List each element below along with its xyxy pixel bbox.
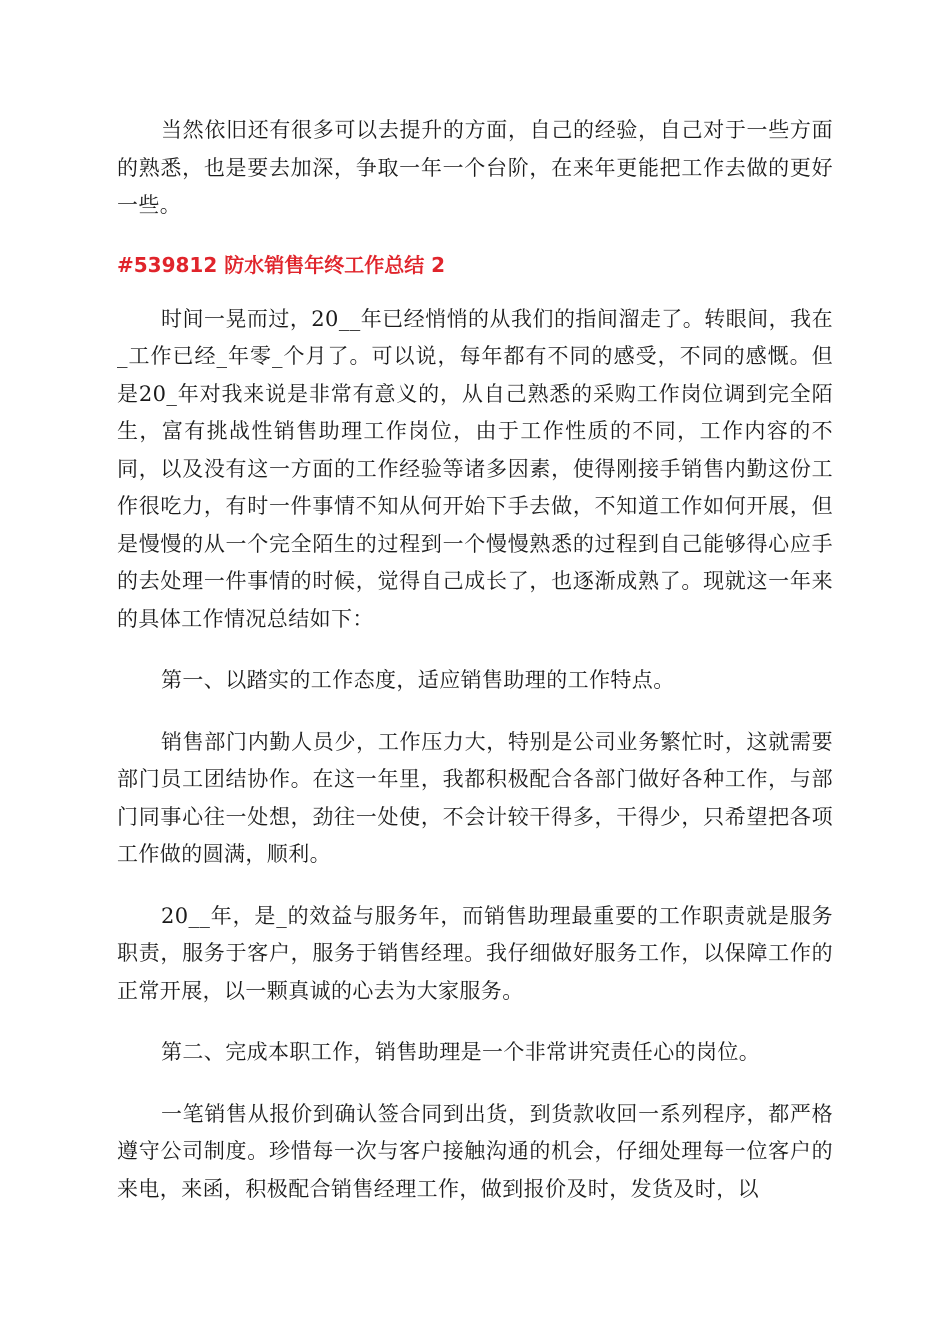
document-page: [117, 112, 833, 1232]
paragraph-3: 销售部门内勤人员少，工作压力大，特别是公司业务繁忙时，这就需要部门员工团结协作。在这一年里，我都积极配合各部门做好各种工作，与部门同事心往一处想，劲往一处使，不会计较干得多，干得少，只希望把各项工作做的圆满，顺利。: [117, 729, 833, 866]
paragraph-1: 时间一晃而过，20__年已经悄悄的从我们的指间溜走了。转眼间，我在_工作已经_年零_个月了。可以说，每年都有不同的感受，不同的感慨。但是20_年对我来说是非常有意义的，从自己熟悉的采购工作岗位调到完全陌生，富有挑战性销售助理工作岗位，由于工作性质的不同，工作内容的不同，以及没有这一方面的工作经验等诸多因素，使得刚接手销售内勤这份工作很吃力，有时一件事情不知从何开始下手去做，不知道工作如何开展，但是慢慢的从一个完全陌生的过程到一个慢慢熟悉的过程到自己能够得心应手的去处理一件事情的时候，觉得自己成长了，也逐渐成熟了。现就这一年来的具体工作情况总结如下：: [117, 306, 833, 631]
paragraph-4: 20__年，是_的效益与服务年，而销售助理最重要的工作职责就是服务职责，服务于客户，服务于销售经理。我仔细做好服务工作，以保障工作的正常开展，以一颗真诚的心去为大家服务。: [117, 903, 833, 1003]
paragraph-2: 第一、以踏实的工作态度，适应销售助理的工作特点。: [161, 668, 675, 692]
paragraph-intro: 当然依旧还有很多可以去提升的方面，自己的经验，自己对于一些方面的熟悉，也是要去加深，争取一年一个台阶，在来年更能把工作去做的更好一些。: [117, 118, 833, 217]
paragraph-5: 第二、完成本职工作，销售助理是一个非常讲究责任心的岗位。: [161, 1040, 761, 1064]
section-heading: #539812 防水销售年终工作总结 2: [117, 252, 446, 277]
paragraph-6: 一笔销售从报价到确认签合同到出货，到货款收回一系列程序，都严格遵守公司制度。珍惜每一次与客户接触沟通的机会，仔细处理每一位客户的来电，来函，积极配合销售经理工作，做到报价及时，发货及时，以: [117, 1101, 833, 1201]
